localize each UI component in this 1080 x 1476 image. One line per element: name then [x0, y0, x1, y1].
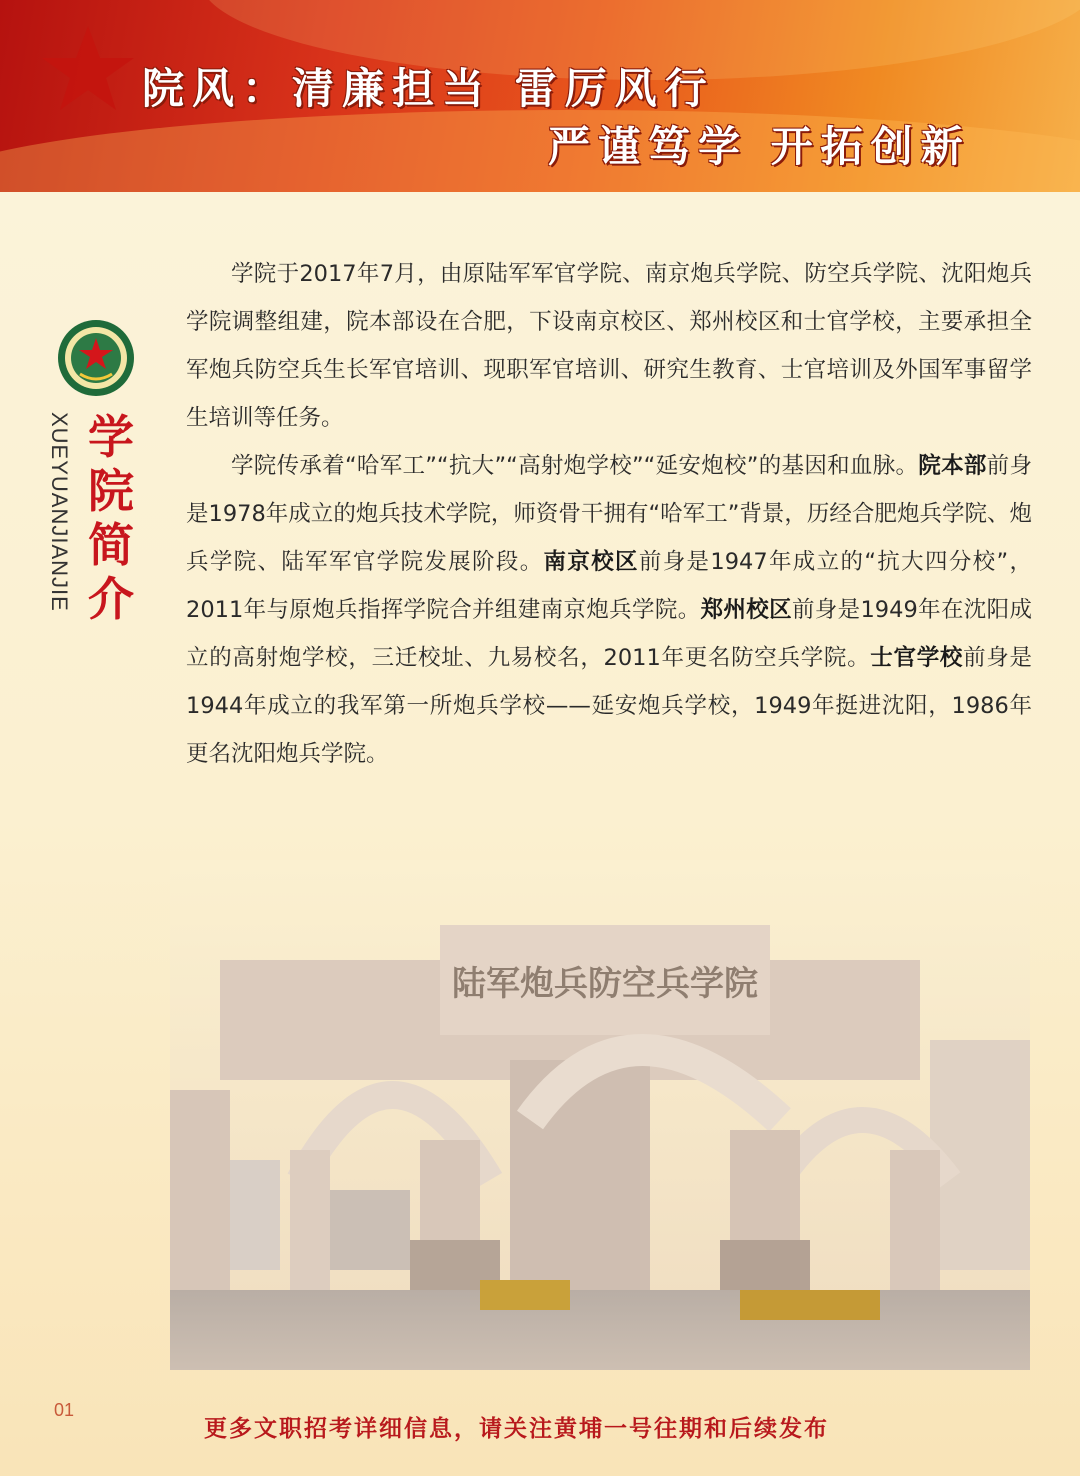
text-run: 前身是1978年成立的炮兵技术学院，师资骨干拥有“哈军工”背景，历经合肥炮兵学院、炮兵学院、陆军军官学院发展阶段。	[186, 453, 1032, 575]
section-title-vertical	[86, 410, 136, 626]
bold-term-nanjing: 南京校区	[543, 549, 639, 575]
military-academy-emblem-icon	[56, 318, 136, 398]
text-run: 前身是1947年成立的“抗大四分校”，2011年与原炮兵指挥学院合并组建南京炮兵学院。	[186, 549, 1032, 623]
text-run: 前身是1949年在沈阳成立的高射炮学校，三迁校址、九易校名，2011年更名防空兵学院。	[186, 597, 1032, 671]
footer-notice: 更多文职招考详细信息，请关注黄埔一号往期和后续发布	[204, 1416, 829, 1442]
intro-paragraph-2	[186, 442, 1032, 778]
page-number: 01	[54, 1400, 75, 1420]
gate-inscription: 陆军炮兵防空兵学院	[452, 964, 758, 1004]
section-title-pinyin: XUEYUANJIANJIE	[47, 412, 72, 612]
slogan-line-1: 院风：清廉担当 雷厉风行	[142, 64, 715, 113]
slogan-line-2: 严谨笃学 开拓创新	[548, 122, 971, 171]
text-run: 前身是1944年成立的我军第一所炮兵学校——延安炮兵学校，1949年挺进沈阳，1986年更名沈阳炮兵学院。	[186, 645, 1032, 767]
header-banner	[0, 0, 1080, 192]
intro-text	[186, 250, 1032, 778]
academy-gate-photo	[170, 860, 1030, 1370]
bold-term-nco-school: 士官学校	[870, 645, 964, 671]
section-title-char: 院	[88, 464, 134, 518]
section-title-char: 介	[88, 572, 134, 626]
section-title-char: 简	[88, 518, 134, 572]
bold-term-hq: 院本部	[918, 453, 987, 479]
red-star-icon	[28, 22, 148, 112]
intro-paragraph-1: 学院于2017年7月，由原陆军军官学院、南京炮兵学院、防空兵学院、沈阳炮兵学院调整组建，院本部设在合肥，下设南京校区、郑州校区和士官学校，主要承担全军炮兵防空兵生长军官培训、现职军官培训、研究生教育、士官培训及外国军事留学生培训等任务。	[186, 261, 1032, 431]
bold-term-zhengzhou: 郑州校区	[700, 597, 792, 623]
section-title-char: 学	[88, 410, 134, 464]
text-run: 学院传承着“哈军工”“抗大”“高射炮学校”“延安炮校”的基因和血脉。	[231, 453, 919, 479]
